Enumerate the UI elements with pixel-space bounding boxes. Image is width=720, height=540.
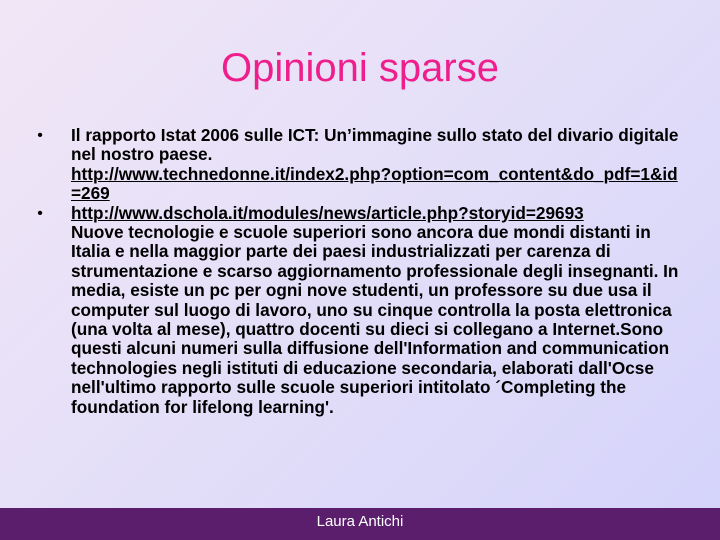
bullet-list	[30, 126, 680, 417]
slide-title: Opinioni sparse	[221, 46, 499, 90]
dschola-link[interactable]: http://www.dschola.it/modules/news/article.php?storyid=29693	[71, 202, 584, 223]
bullet-item-dschola	[30, 204, 680, 417]
footer-bar	[0, 508, 720, 540]
bullet-text: Nuove tecnologie e scuole superiori sono ancora due mondi distanti in Italia e nella maggior parte dei paesi industrializzati per carenza di strumentazione e scarso aggiornamento professionale degli insegnanti. In media, esiste un pc per ogni nove studenti, un professore su due usa il computer sul luogo di lavoro, uno su cinque controlla la posta elettronica (una volta al mese), quattro docenti su dieci si collegano a Internet.Sono questi alcuni numeri sulla diffusione dell'Information and communication technologies negli istituti di educazione secondaria, elaborati dall'Ocse nell'ultimo rapporto sulle scuole superiori intitolato ´Completing the foundation for lifelong learning'.	[71, 222, 679, 417]
bullet-item-istat	[30, 126, 680, 204]
technedonne-link[interactable]: http://www.technedonne.it/index2.php?option=com_content&do_pdf=1&id=269	[71, 163, 678, 204]
bullet-glyph: •	[37, 127, 43, 144]
footer-author: Laura Antichi	[316, 513, 404, 530]
bullet-text: Il rapporto Istat 2006 sulle ICT: Un’immagine sullo stato del divario digitale nel nostro paese.	[71, 125, 679, 165]
bullet-glyph: •	[37, 204, 43, 222]
